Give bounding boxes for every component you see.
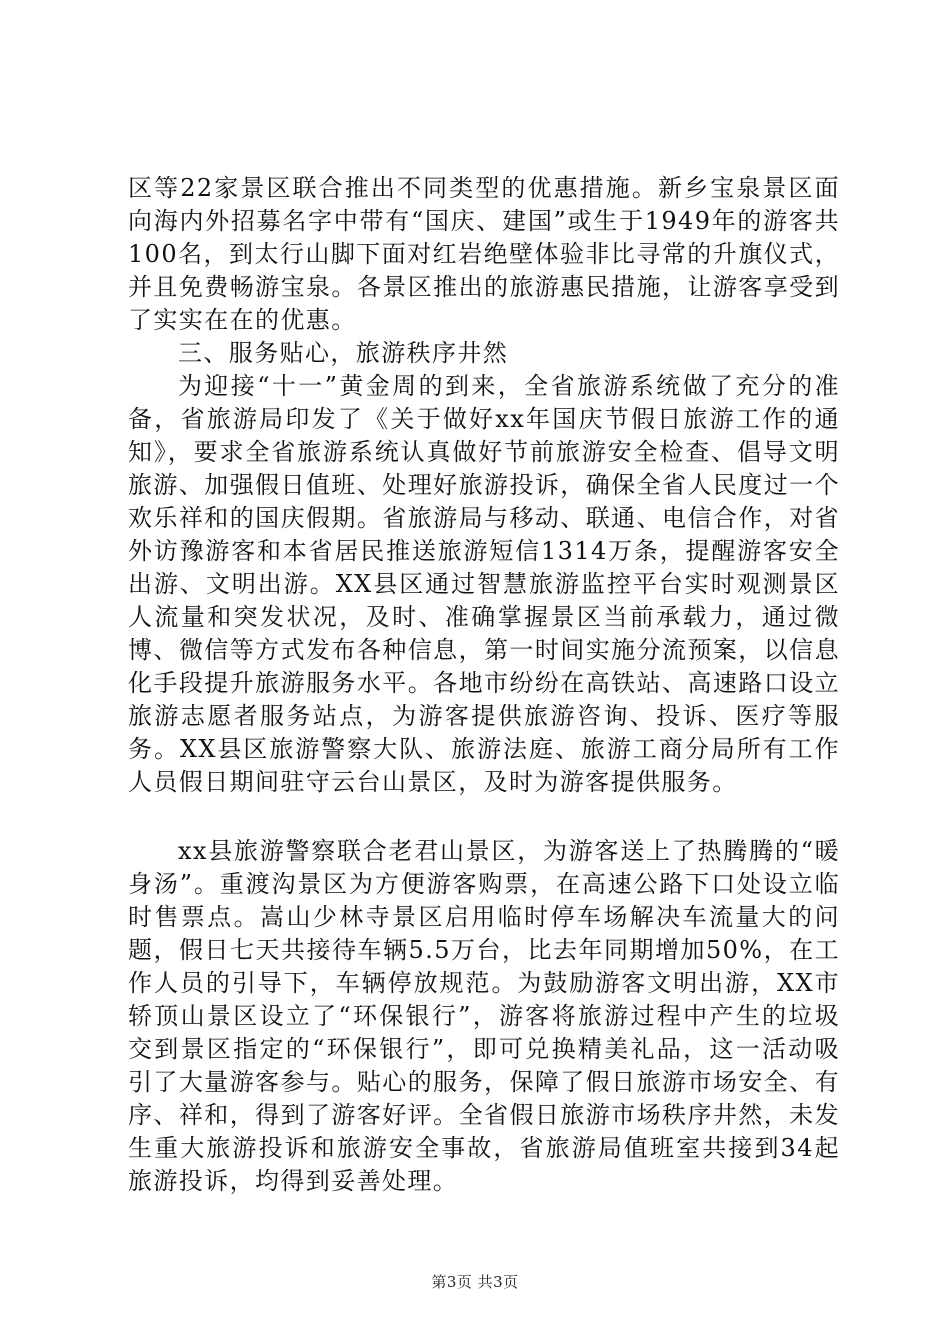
page-footer: 第3页 共3页: [431, 1273, 519, 1291]
paragraph-gap: [128, 799, 840, 835]
document-body: [128, 172, 840, 1198]
paragraph-2: 为迎接“十一”黄金周的到来，全省旅游系统做了充分的准备，省旅游局印发了《关于做好xx年国庆节假日旅游工作的通知》，要求全省旅游系统认真做好节前旅游安全检查、倡导文明旅游、加强假日值班、处理好旅游投诉，确保全省人民度过一个欢乐祥和的国庆假期。省旅游局与移动、联通、电信合作，对省外访豫游客和本省居民推送旅游短信1314万条，提醒游客安全出游、文明出游。XX县区通过智慧旅游监控平台实时观测景区人流量和突发状况，及时、准确掌握景区当前承载力，通过微博、微信等方式发布各种信息，第一时间实施分流预案，以信息化手段提升旅游服务水平。各地市纷纷在高铁站、高速路口设立旅游志愿者服务站点，为游客提供旅游咨询、投诉、医疗等服务。XX县区旅游警察大队、旅游法庭、旅游工商分局所有工作人员假日期间驻守云台山景区，及时为游客提供服务。: [128, 372, 840, 796]
paragraph-1: 区等22家景区联合推出不同类型的优惠措施。新乡宝泉景区面向海内外招募名字中带有“国庆、建国”或生于1949年的游客共100名，到太行山脚下面对红岩绝壁体验非比寻常的升旗仪式，并且免费畅游宝泉。各景区推出的旅游惠民措施，让游客享受到了实实在在的优惠。: [128, 174, 840, 334]
section-heading: 三、服务贴心，旅游秩序井然: [178, 339, 509, 367]
paragraph-3: xx县旅游警察联合老君山景区，为游客送上了热腾腾的“暖身汤”。重渡沟景区为方便游客购票，在高速公路下口处设立临时售票点。嵩山少林寺景区启用临时停车场解决车流量大的问题，假日七天共接待车辆5.5万台，比去年同期增加50%，在工作人员的引导下，车辆停放规范。为鼓励游客文明出游，XX市轿顶山景区设立了“环保银行”，游客将旅游过程中产生的垃圾交到景区指定的“环保银行”，即可兑换精美礼品，这一活动吸引了大量游客参与。贴心的服务，保障了假日旅游市场安全、有序、祥和，得到了游客好评。全省假日旅游市场秩序井然，未发生重大旅游投诉和旅游安全事故，省旅游局值班室共接到34起旅游投诉，均得到妥善处理。: [128, 837, 840, 1195]
